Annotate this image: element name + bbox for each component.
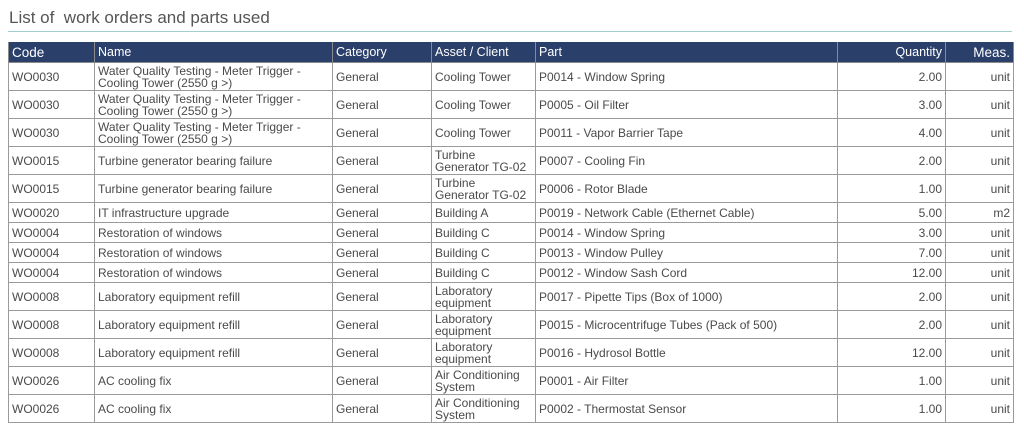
cell-part: P0007 - Cooling Fin xyxy=(536,147,838,175)
cell-meas: unit xyxy=(946,243,1014,263)
cell-code: WO0015 xyxy=(9,175,95,203)
cell-part: P0015 - Microcentrifuge Tubes (Pack of 500) xyxy=(536,311,838,339)
cell-part: P0001 - Air Filter xyxy=(536,367,838,395)
cell-asset: Laboratory equipment xyxy=(432,339,536,367)
table-row[interactable] xyxy=(9,395,1014,423)
cell-asset: Building C xyxy=(432,263,536,283)
cell-name: AC cooling fix xyxy=(95,395,333,423)
cell-part: P0006 - Rotor Blade xyxy=(536,175,838,203)
col-header-category[interactable]: Category xyxy=(333,42,432,63)
cell-category: General xyxy=(333,339,432,367)
cell-category: General xyxy=(333,263,432,283)
cell-asset: Laboratory equipment xyxy=(432,311,536,339)
cell-code: WO0026 xyxy=(9,367,95,395)
cell-quantity: 3.00 xyxy=(838,91,946,119)
cell-part: P0005 - Oil Filter xyxy=(536,91,838,119)
cell-category: General xyxy=(333,283,432,311)
cell-meas: unit xyxy=(946,223,1014,243)
cell-name: Water Quality Testing - Meter Trigger - Cooling Tower (2550 g >) xyxy=(95,63,333,91)
cell-asset: Air Conditioning System xyxy=(432,395,536,423)
cell-quantity: 12.00 xyxy=(838,263,946,283)
cell-meas: unit xyxy=(946,395,1014,423)
cell-meas: m2 xyxy=(946,203,1014,223)
cell-part: P0014 - Window Spring xyxy=(536,63,838,91)
cell-part: P0016 - Hydrosol Bottle xyxy=(536,339,838,367)
cell-quantity: 2.00 xyxy=(838,283,946,311)
col-header-code[interactable]: Code xyxy=(9,42,95,63)
table-row[interactable] xyxy=(9,339,1014,367)
cell-name: Water Quality Testing - Meter Trigger - Cooling Tower (2550 g >) xyxy=(95,91,333,119)
cell-name: Laboratory equipment refill xyxy=(95,283,333,311)
cell-asset: Building C xyxy=(432,223,536,243)
title-divider xyxy=(8,31,1012,32)
cell-code: WO0008 xyxy=(9,283,95,311)
cell-category: General xyxy=(333,175,432,203)
table-row[interactable] xyxy=(9,367,1014,395)
cell-category: General xyxy=(333,119,432,147)
cell-asset: Turbine Generator TG-02 xyxy=(432,147,536,175)
table-row[interactable] xyxy=(9,223,1014,243)
cell-part: P0014 - Window Spring xyxy=(536,223,838,243)
cell-category: General xyxy=(333,147,432,175)
cell-meas: unit xyxy=(946,263,1014,283)
cell-name: AC cooling fix xyxy=(95,367,333,395)
cell-quantity: 1.00 xyxy=(838,367,946,395)
cell-part: P0012 - Window Sash Cord xyxy=(536,263,838,283)
cell-meas: unit xyxy=(946,119,1014,147)
cell-meas: unit xyxy=(946,367,1014,395)
cell-name: Turbine generator bearing failure xyxy=(95,147,333,175)
cell-part: P0002 - Thermostat Sensor xyxy=(536,395,838,423)
cell-quantity: 2.00 xyxy=(838,311,946,339)
cell-category: General xyxy=(333,63,432,91)
cell-code: WO0008 xyxy=(9,339,95,367)
page-title: List of work orders and parts used xyxy=(9,8,270,27)
col-header-asset[interactable]: Asset / Client xyxy=(432,42,536,63)
cell-asset: Laboratory equipment xyxy=(432,283,536,311)
work-orders-table xyxy=(8,42,1014,423)
cell-code: WO0026 xyxy=(9,395,95,423)
col-header-quantity[interactable]: Quantity xyxy=(838,42,946,63)
col-header-meas[interactable]: Meas. xyxy=(946,42,1014,63)
cell-quantity: 2.00 xyxy=(838,147,946,175)
cell-name: Water Quality Testing - Meter Trigger - Cooling Tower (2550 g >) xyxy=(95,119,333,147)
table-row[interactable] xyxy=(9,263,1014,283)
cell-part: P0011 - Vapor Barrier Tape xyxy=(536,119,838,147)
cell-meas: unit xyxy=(946,63,1014,91)
table-row[interactable] xyxy=(9,119,1014,147)
cell-category: General xyxy=(333,223,432,243)
cell-asset: Turbine Generator TG-02 xyxy=(432,175,536,203)
cell-quantity: 5.00 xyxy=(838,203,946,223)
cell-code: WO0030 xyxy=(9,63,95,91)
cell-meas: unit xyxy=(946,311,1014,339)
cell-name: Laboratory equipment refill xyxy=(95,339,333,367)
cell-category: General xyxy=(333,311,432,339)
cell-meas: unit xyxy=(946,283,1014,311)
cell-quantity: 12.00 xyxy=(838,339,946,367)
cell-category: General xyxy=(333,91,432,119)
cell-category: General xyxy=(333,243,432,263)
cell-code: WO0004 xyxy=(9,263,95,283)
cell-meas: unit xyxy=(946,147,1014,175)
cell-category: General xyxy=(333,395,432,423)
cell-meas: unit xyxy=(946,175,1014,203)
table-row[interactable] xyxy=(9,283,1014,311)
cell-code: WO0015 xyxy=(9,147,95,175)
cell-code: WO0030 xyxy=(9,119,95,147)
cell-name: Restoration of windows xyxy=(95,223,333,243)
cell-code: WO0020 xyxy=(9,203,95,223)
cell-part: P0019 - Network Cable (Ethernet Cable) xyxy=(536,203,838,223)
cell-asset: Building A xyxy=(432,203,536,223)
cell-quantity: 2.00 xyxy=(838,63,946,91)
cell-category: General xyxy=(333,203,432,223)
cell-meas: unit xyxy=(946,339,1014,367)
cell-asset: Cooling Tower xyxy=(432,91,536,119)
col-header-part[interactable]: Part xyxy=(536,42,838,63)
cell-name: Restoration of windows xyxy=(95,243,333,263)
cell-quantity: 7.00 xyxy=(838,243,946,263)
table-row[interactable] xyxy=(9,243,1014,263)
cell-code: WO0008 xyxy=(9,311,95,339)
cell-asset: Cooling Tower xyxy=(432,63,536,91)
cell-name: Restoration of windows xyxy=(95,263,333,283)
cell-name: Turbine generator bearing failure xyxy=(95,175,333,203)
table-row[interactable] xyxy=(9,203,1014,223)
cell-quantity: 3.00 xyxy=(838,223,946,243)
cell-name: Laboratory equipment refill xyxy=(95,311,333,339)
table-row[interactable] xyxy=(9,147,1014,175)
table-row[interactable] xyxy=(9,175,1014,203)
cell-meas: unit xyxy=(946,91,1014,119)
cell-asset: Cooling Tower xyxy=(432,119,536,147)
cell-name: IT infrastructure upgrade xyxy=(95,203,333,223)
cell-category: General xyxy=(333,367,432,395)
cell-code: WO0030 xyxy=(9,91,95,119)
table-header-row xyxy=(9,42,1014,63)
cell-asset: Building C xyxy=(432,243,536,263)
table-row[interactable] xyxy=(9,63,1014,91)
cell-part: P0013 - Window Pulley xyxy=(536,243,838,263)
table-row[interactable] xyxy=(9,91,1014,119)
cell-code: WO0004 xyxy=(9,243,95,263)
cell-code: WO0004 xyxy=(9,223,95,243)
col-header-name[interactable]: Name xyxy=(95,42,333,63)
cell-quantity: 1.00 xyxy=(838,175,946,203)
cell-quantity: 4.00 xyxy=(838,119,946,147)
cell-asset: Air Conditioning System xyxy=(432,367,536,395)
cell-quantity: 1.00 xyxy=(838,395,946,423)
table-row[interactable] xyxy=(9,311,1014,339)
cell-part: P0017 - Pipette Tips (Box of 1000) xyxy=(536,283,838,311)
